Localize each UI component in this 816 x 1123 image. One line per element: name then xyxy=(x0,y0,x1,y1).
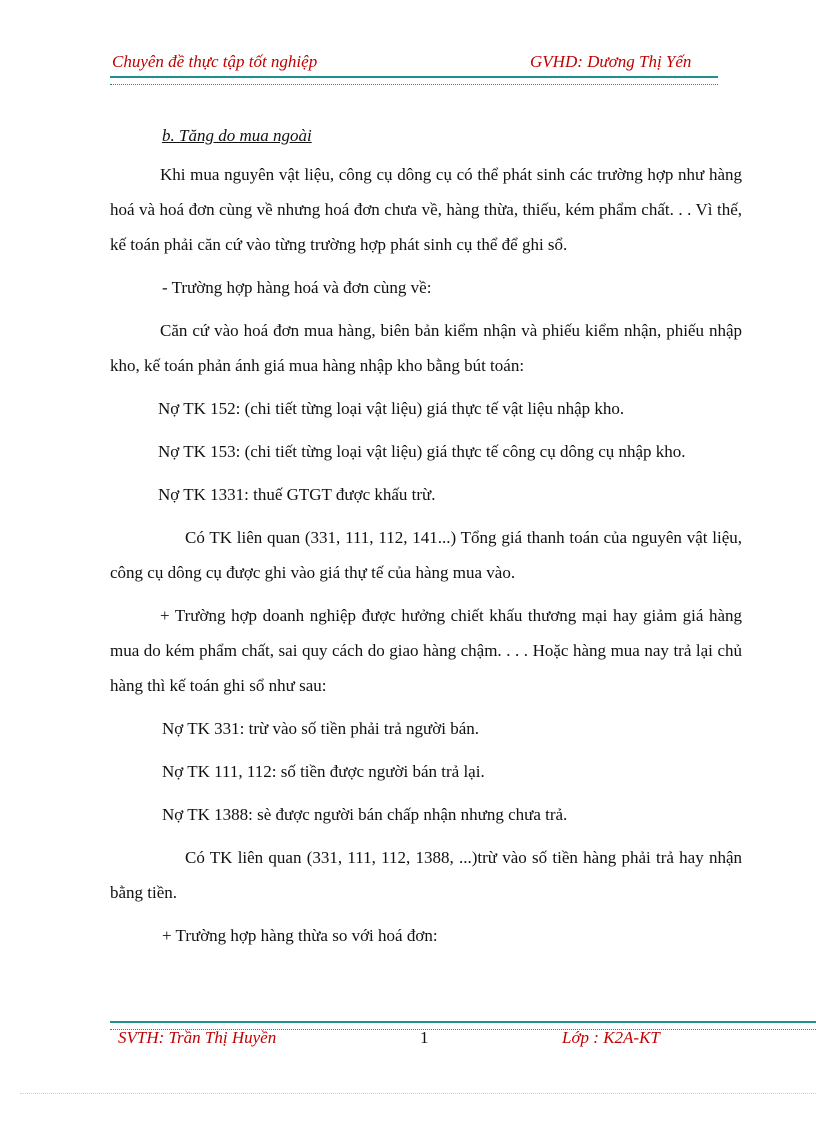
page-header xyxy=(110,52,718,76)
document-body xyxy=(110,118,742,961)
paragraph-discount-case: + Trường hợp doanh nghiệp được hưởng chiết khấu thương mại hay giảm giá hàng mua do kém phẩm chất, sai quy cách do giao hàng chậm. . . . Hoặc hàng mua nay trả lại chủ hàng thì kế toán ghi sổ như sau: xyxy=(110,606,742,695)
entry-credit-related: Có TK liên quan (331, 111, 112, 141...) Tổng giá thanh toán của nguyên vật liệu, công cụ dông cụ được ghi vào giá thự tế của hàng mua vào. xyxy=(110,528,742,582)
page-footer xyxy=(110,1028,816,1052)
header-rule xyxy=(110,76,718,85)
entry-debit-111-112: Nợ TK 111, 112: số tiền được người bán trả lại. xyxy=(162,762,485,781)
entry-debit-331: Nợ TK 331: trừ vào số tiền phải trả người bán. xyxy=(162,719,480,738)
header-advisor: GVHD: Dương Thị Yến xyxy=(530,52,692,71)
entry-credit-related-2: Có TK liên quan (331, 111, 112, 1388, ...)trừ vào số tiền hàng phải trả hay nhận bằng tiền. xyxy=(110,848,742,902)
paragraph-intro: Khi mua nguyên vật liệu, công cụ dông cụ có thể phát sinh các trường hợp như hàng hoá và hoá đơn cùng về nhưng hoá đơn chưa về, hàng thừa, thiếu, kém phẩm chất. . . Vì thế, kế toán phải căn cứ vào từng trường hợp phát sinh cụ thể để ghi sổ. xyxy=(110,165,742,254)
paragraph-case-1: - Trường hợp hàng hoá và đơn cùng về: xyxy=(162,278,432,297)
paragraph-basis: Căn cứ vào hoá đơn mua hàng, biên bản kiểm nhận và phiếu kiểm nhận, phiếu nhập kho, kế toán phản ánh giá mua hàng nhập kho bằng bút toán: xyxy=(110,321,742,375)
header-title: Chuyên đề thực tập tốt nghiệp xyxy=(112,52,318,71)
entry-debit-1388: Nợ TK 1388: sè được người bán chấp nhận nhưng chưa trả. xyxy=(162,805,568,824)
paragraph-surplus-case: + Trường hợp hàng thừa so với hoá đơn: xyxy=(162,926,438,945)
section-heading: b. Tăng do mua ngoài xyxy=(162,126,312,145)
entry-debit-153: Nợ TK 153: (chi tiết từng loại vật liệu) giá thực tế công cụ dông cụ nhập kho. xyxy=(158,442,686,461)
page-bottom-divider xyxy=(20,1093,816,1094)
entry-debit-1331: Nợ TK 1331: thuế GTGT được khấu trừ. xyxy=(158,485,436,504)
page-number: 1 xyxy=(420,1028,429,1047)
footer-student: SVTH: Trần Thị Huyền xyxy=(118,1028,277,1047)
footer-class: Lớp : K2A-KT xyxy=(562,1028,660,1047)
entry-debit-152: Nợ TK 152: (chi tiết từng loại vật liệu) giá thực tế vật liệu nhập kho. xyxy=(158,399,625,418)
